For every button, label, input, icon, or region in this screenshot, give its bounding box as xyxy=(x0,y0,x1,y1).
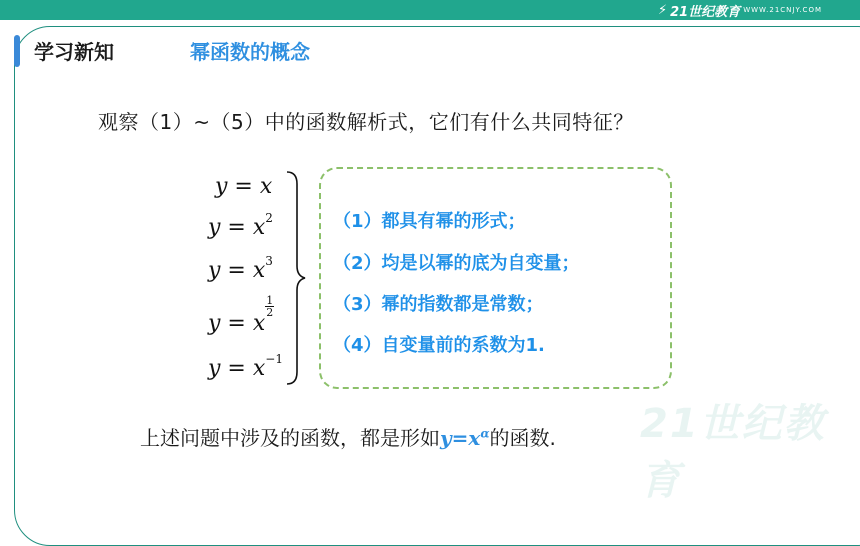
fraction-exponent: $\frac{1}{2}$ xyxy=(266,294,274,319)
formula-1: y = x xyxy=(215,174,273,199)
topic-title: 幂函数的概念 xyxy=(190,40,310,64)
brand-logo xyxy=(658,2,822,18)
title-accent-bar xyxy=(14,35,20,67)
feature-point-1: （1）都具有幂的形式； xyxy=(333,211,526,232)
watermark-logo: 21世纪教育 xyxy=(640,401,826,504)
top-bar xyxy=(0,0,860,20)
logo-text: 21世纪教育 xyxy=(670,4,741,20)
question-text: 观察（1）~（5）中的函数解析式，它们有什么共同特征？ xyxy=(98,110,634,134)
feature-point-2: （2）均是以幂的底为自变量； xyxy=(333,253,580,274)
formula-3: $y = x^3$ xyxy=(208,254,273,283)
conclusion-text: 上述问题中涉及的函数，都是形如$y=x^\alpha$的函数. xyxy=(140,426,556,450)
formula-4: y = x $\frac{1}{2}$ xyxy=(208,294,274,336)
power-function-formula: $y=x^\alpha$ xyxy=(440,426,490,450)
logo-url: WWW.21CNJY.COM xyxy=(743,6,822,14)
feature-point-4: （4）自变量前的系数为1. xyxy=(333,335,545,356)
formula-5: $y = x^{-1}$ xyxy=(208,352,283,381)
logo-runner-icon: ⚡ xyxy=(657,2,668,18)
section-title: 学习新知 xyxy=(34,40,114,64)
formula-2: $y = x^2$ xyxy=(208,211,273,240)
right-brace-icon xyxy=(283,170,309,386)
feature-point-3: （3）幂的指数都是常数； xyxy=(333,294,544,315)
